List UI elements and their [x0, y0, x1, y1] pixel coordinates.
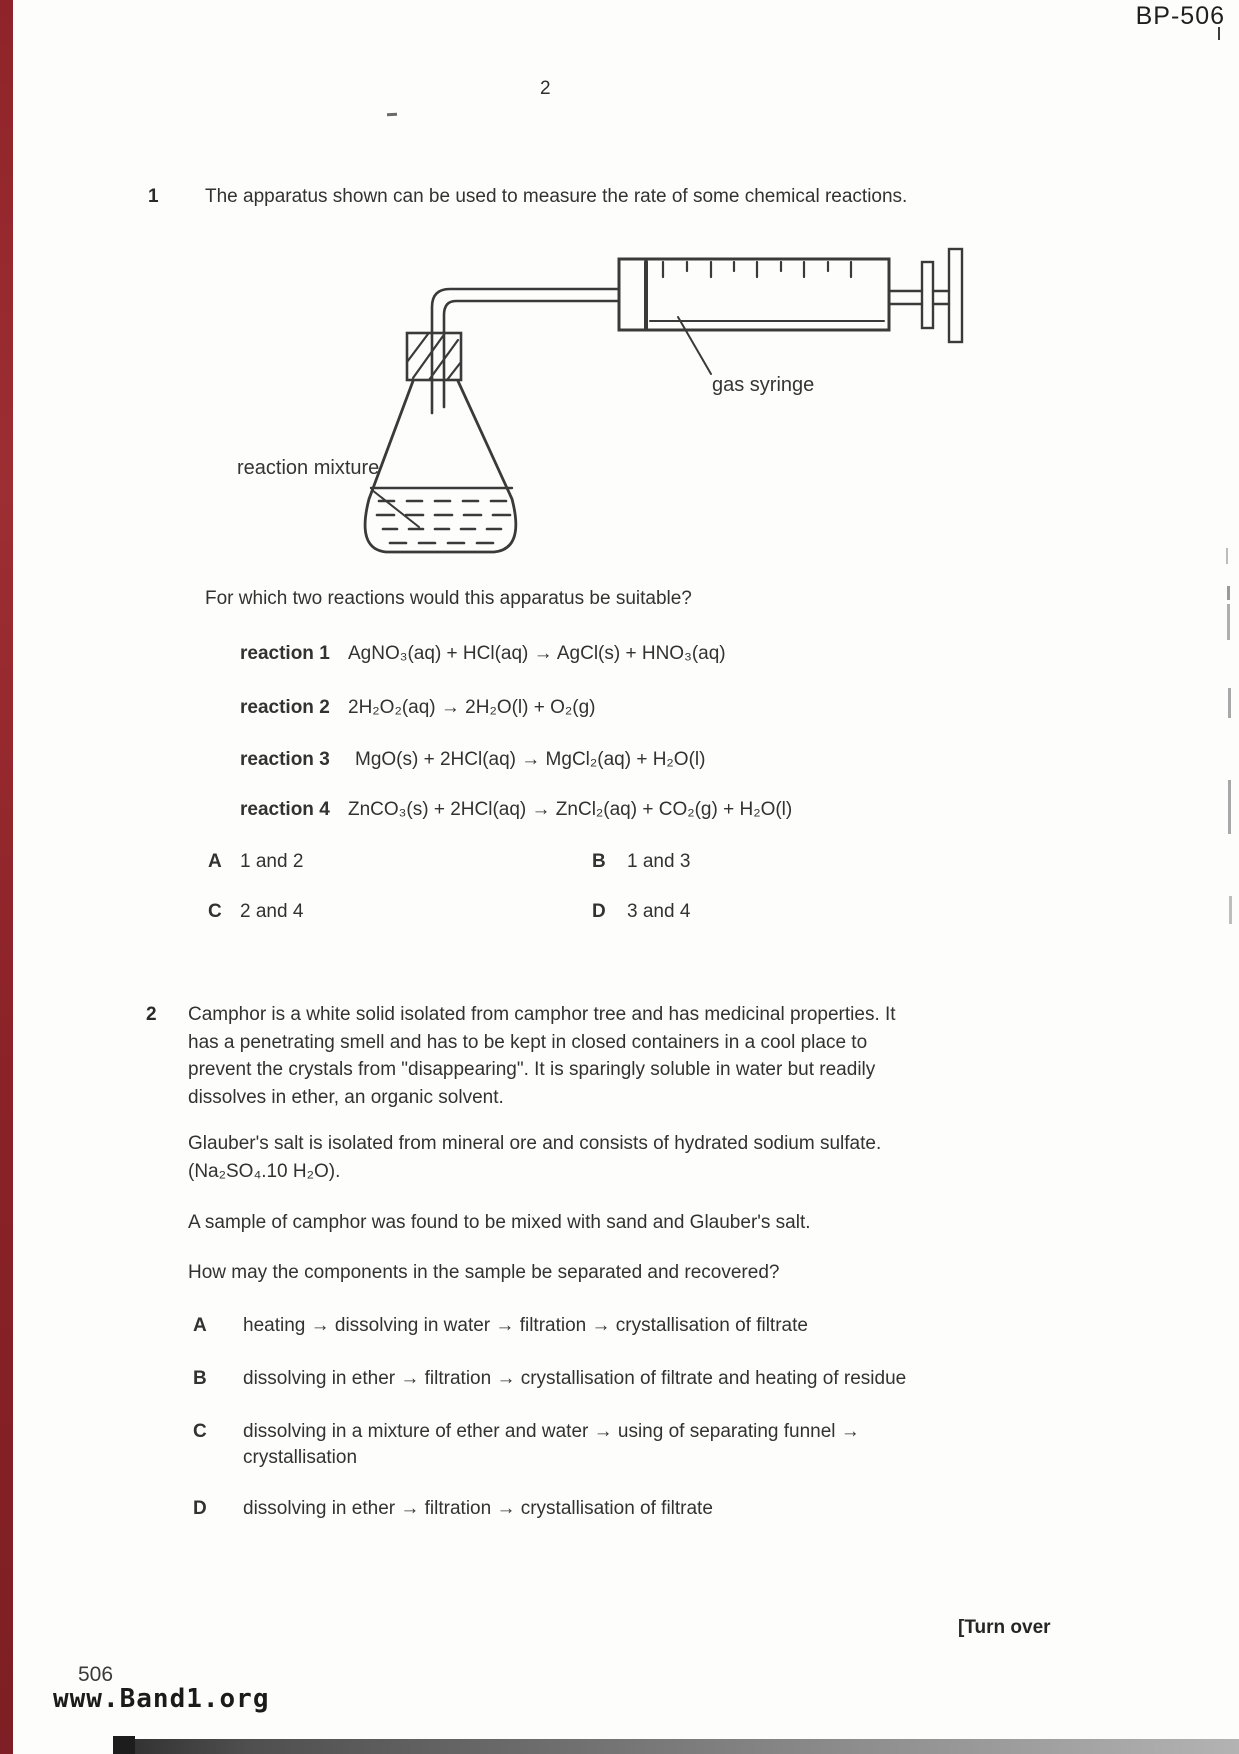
q2-option-B	[193, 1368, 907, 1390]
footer-watermark: www.Band1.org	[53, 1684, 270, 1714]
reaction-row	[240, 749, 706, 771]
scan-mark	[1226, 548, 1228, 564]
reaction-label: reaction 2	[240, 697, 330, 718]
reaction-equation: AgNO₃(aq) + HCl(aq) → AgCl(s) + HNO₃(aq)	[348, 643, 726, 664]
syringe-barrel	[619, 259, 889, 330]
scan-mark	[387, 113, 397, 117]
reaction-row	[240, 799, 793, 821]
option-letter: D	[592, 901, 606, 922]
question2-number: 2	[146, 1004, 157, 1025]
option-letter: A	[208, 851, 222, 872]
paper-code: BP-506	[1135, 2, 1225, 30]
option-text: 3 and 4	[627, 901, 691, 922]
q2-option-A	[193, 1315, 808, 1337]
turn-over-label: [Turn over	[958, 1617, 1051, 1638]
q2-intro-line: Camphor is a white solid isolated from camphor tree and has medicinal properties. It	[188, 1004, 896, 1025]
q1-option-A	[208, 851, 303, 873]
q2-intro-line: prevent the crystals from "disappearing". It is sparingly soluble in water but readily	[188, 1059, 876, 1080]
option-letter: A	[193, 1315, 207, 1336]
scan-mark	[1227, 586, 1230, 600]
reaction-mixture-leader	[372, 490, 419, 527]
reaction-label: reaction 4	[240, 799, 330, 820]
scan-left-edge-stripe	[0, 0, 13, 1754]
reaction-equation: MgO(s) + 2HCl(aq) → MgCl₂(aq) + H₂O(l)	[355, 749, 706, 770]
scan-mark	[1229, 896, 1232, 924]
q2-option-C	[193, 1421, 860, 1443]
option-text: dissolving in ether → filtration → crystallisation of filtrate	[243, 1498, 713, 1519]
q2-option-C-line2: crystallisation	[243, 1447, 358, 1468]
delivery-tube-inner	[444, 301, 619, 407]
option-letter: B	[592, 851, 606, 872]
q2-glauber-line: Glauber's salt is isolated from mineral ore and consists of hydrated sodium sulfate.	[188, 1133, 882, 1154]
reaction-label: reaction 3	[240, 749, 330, 770]
q1-option-B	[592, 851, 690, 873]
question1-text: The apparatus shown can be used to measure the rate of some chemical reactions.	[205, 186, 908, 207]
option-letter: C	[193, 1421, 207, 1442]
stopper	[407, 333, 461, 380]
option-text: 1 and 3	[627, 851, 691, 872]
option-letter: B	[193, 1368, 207, 1389]
scan-mark	[1228, 688, 1231, 718]
question1-number: 1	[148, 186, 159, 207]
footer-paper-code: 506	[78, 1663, 114, 1686]
option-letter: D	[193, 1498, 207, 1519]
reaction-label: reaction 1	[240, 643, 330, 664]
reaction-row	[240, 697, 596, 719]
syringe-scale-ticks	[663, 262, 851, 277]
scan-bottom-block	[113, 1736, 135, 1754]
option-text: 2 and 4	[240, 901, 304, 922]
gas-syringe-label: gas syringe	[712, 374, 815, 396]
plunger-tbar	[922, 262, 933, 328]
option-letter: C	[208, 901, 222, 922]
scan-mark	[1227, 604, 1230, 640]
option-text: heating → dissolving in water → filtration → crystallisation of filtrate	[243, 1315, 808, 1336]
reaction-mixture-label: reaction mixture	[237, 457, 380, 479]
option-text: dissolving in ether → filtration → crystallisation of filtrate and heating of residue	[243, 1368, 907, 1389]
q2-intro-line: has a penetrating smell and has to be kept in closed containers in a cool place to	[188, 1032, 868, 1053]
gas-syringe-leader	[678, 317, 711, 374]
q2-glauber-line: (Na₂SO₄.10 H₂O).	[188, 1161, 341, 1182]
stopper-hatch	[407, 334, 461, 380]
question1-prompt: For which two reactions would this apparatus be suitable?	[205, 588, 692, 609]
conical-flask	[365, 381, 516, 552]
option-text: dissolving in a mixture of ether and water → using of separating funnel →	[243, 1421, 860, 1442]
plunger-rod	[889, 291, 922, 304]
reaction-row	[240, 643, 726, 665]
option-text: 1 and 2	[240, 851, 304, 872]
reaction-equation: ZnCO₃(s) + 2HCl(aq) → ZnCl₂(aq) + CO₂(g) + H₂O(l)	[348, 799, 793, 820]
q1-option-C	[208, 901, 303, 923]
delivery-tube-outer	[432, 289, 619, 413]
page-number: 2	[540, 78, 551, 99]
plunger-end-cap	[949, 249, 962, 342]
plunger-rod-2	[933, 291, 949, 304]
q2-prompt: How may the components in the sample be separated and recovered?	[188, 1262, 780, 1283]
q2-intro-line: dissolves in ether, an organic solvent.	[188, 1087, 504, 1108]
q2-option-D	[193, 1498, 713, 1520]
reaction-equation: 2H₂O₂(aq) → 2H₂O(l) + O₂(g)	[348, 697, 596, 718]
scan-mark	[1228, 780, 1231, 834]
q2-sample-line: A sample of camphor was found to be mixed with sand and Glauber's salt.	[188, 1212, 811, 1233]
q1-option-D	[592, 901, 690, 923]
scan-bottom-bar	[113, 1739, 1239, 1754]
